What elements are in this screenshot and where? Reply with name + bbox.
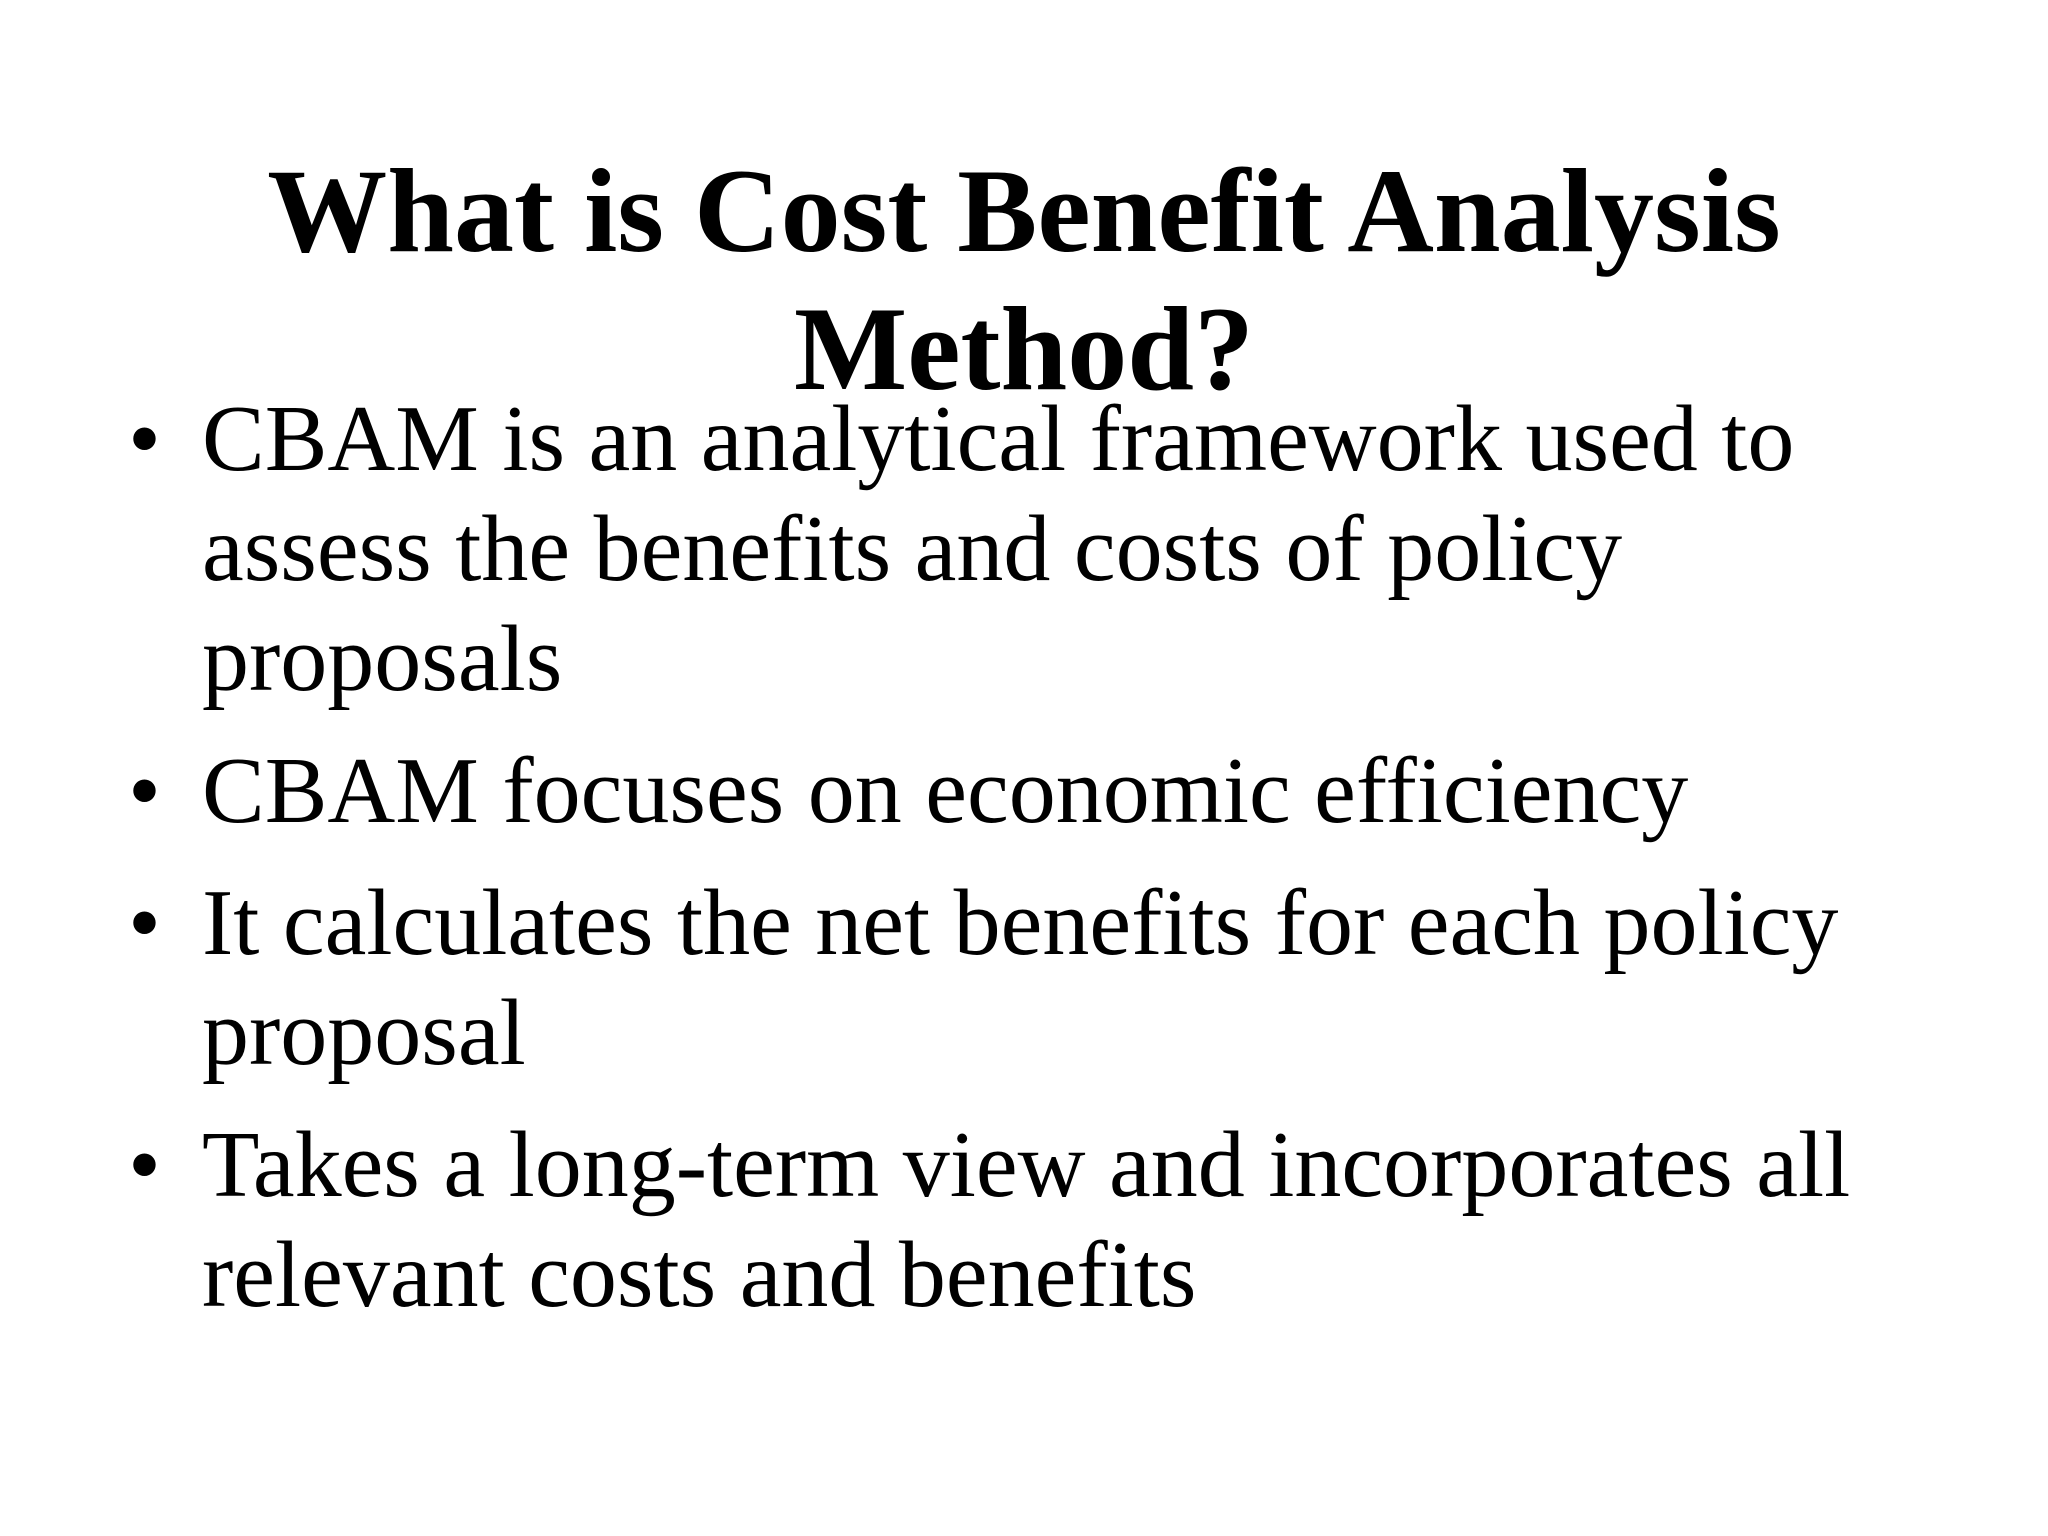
slide-title <box>0 142 2048 418</box>
bullet-marker: • <box>128 1113 161 1217</box>
bullet-text: Takes a long-term view and incorporates all relevant costs and benefits <box>202 1113 1851 1327</box>
title-line: What is Cost Benefit Analysis <box>267 144 1781 278</box>
title-line: Method? <box>794 282 1254 416</box>
bullet-item <box>128 1110 1988 1330</box>
bullet-marker: • <box>128 871 161 975</box>
bullet-list <box>128 384 1988 1352</box>
bullet-text: CBAM focuses on economic efficiency <box>202 739 1689 843</box>
bullet-item <box>128 384 1988 714</box>
bullet-text: CBAM is an analytical framework used to assess the benefits and costs of policy proposals <box>202 387 1795 711</box>
bullet-item <box>128 736 1988 846</box>
bullet-item <box>128 868 1988 1088</box>
bullet-text: It calculates the net benefits for each policy proposal <box>202 871 1839 1085</box>
bullet-marker: • <box>128 387 161 491</box>
bullet-marker: • <box>128 739 161 843</box>
